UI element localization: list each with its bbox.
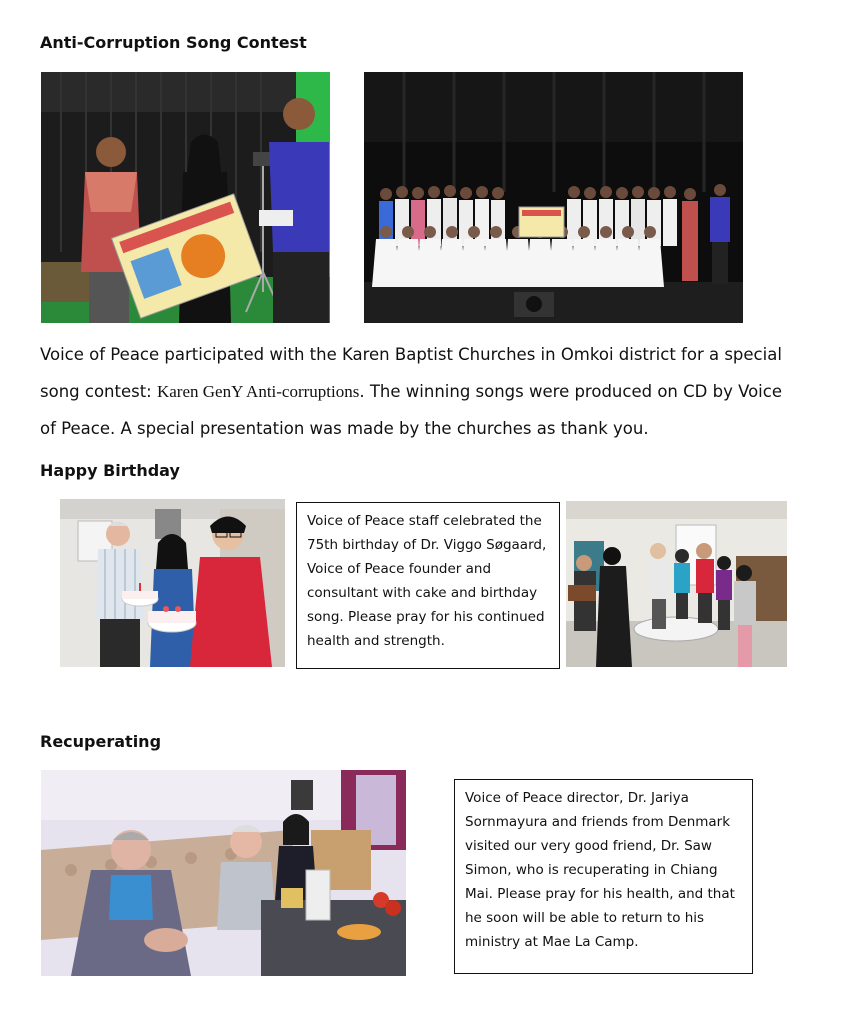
recuperating-caption: Voice of Peace director, Dr. Jariya Sornmayura and friends from Denmark visited our very good friend, Dr. Saw Simon, who is recuperating in Chiang Mai. Please pray for his health, and that he soon will be able to return to his ministry at Mae La Camp. (465, 790, 735, 950)
birthday-caption: Voice of Peace staff celebrated the 75th birthday of Dr. Viggo Søgaard, Voice of Peace founder and consultant with cake and birthday song. Please pray for his continued health and strength. (307, 513, 547, 649)
recuperating-caption-box (454, 779, 753, 974)
contest-group-photo (364, 72, 743, 323)
birthday-cake-photo (60, 499, 285, 667)
recuperating-heading: Recuperating (40, 732, 162, 751)
contest-presentation-photo (41, 72, 330, 323)
birthday-song-photo (566, 501, 787, 667)
birthday-caption-box (296, 502, 560, 669)
recuperating-visit-photo (41, 770, 406, 976)
birthday-heading: Happy Birthday (40, 461, 180, 480)
contest-heading: Anti-Corruption Song Contest (40, 33, 307, 52)
contest-name: Karen GenY Anti-corruptions (156, 382, 360, 401)
contest-paragraph: Voice of Peace participated with the Karen Baptist Churches in Omkoi district for a special song contest: Karen GenY Anti-corruptions. The winning songs were produced on CD by Voice of Peace. A special presentation was made by the churches as thank you. (40, 345, 782, 438)
